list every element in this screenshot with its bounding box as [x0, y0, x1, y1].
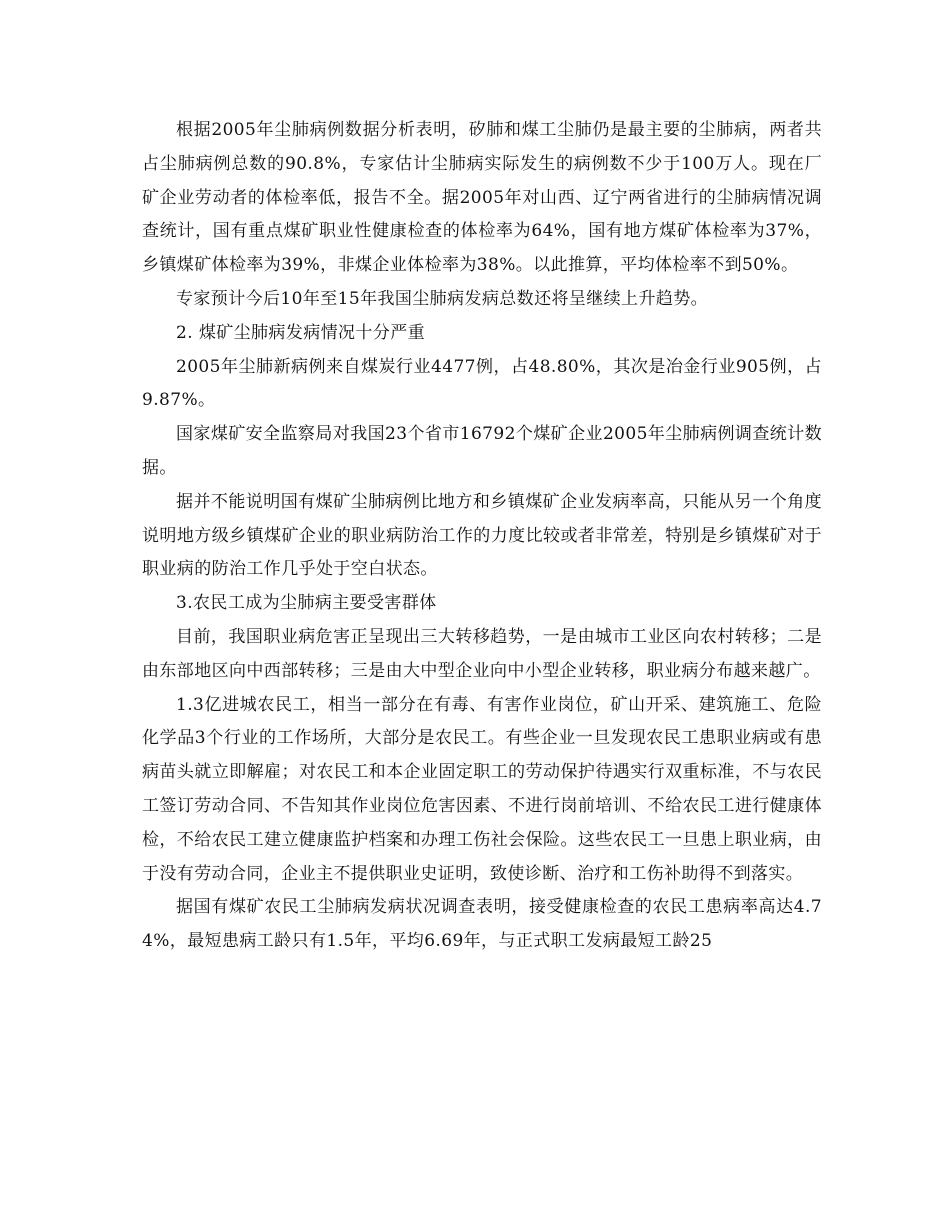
paragraph: 据并不能说明国有煤矿尘肺病例比地方和乡镇煤矿企业发病率高，只能从另一个角度说明地方级乡镇煤矿企业的职业病防治工作的力度比较或者非常差，特别是乡镇煤矿对于职业病的防治工作几乎处于空白状态。	[142, 491, 822, 580]
paragraph: 国家煤矿安全监察局对我国23个省市16792个煤矿企业2005年尘肺病例调查统计数据。	[142, 424, 822, 478]
paragraph: 根据2005年尘肺病例数据分析表明，矽肺和煤工尘肺仍是最主要的尘肺病，两者共占尘肺病例总数的90.8%，专家估计尘肺病实际发生的病例数不少于100万人。现在厂矿企业劳动者的体检率低，报告不全。据2005年对山西、辽宁两省进行的尘肺病情况调查统计，国有重点煤矿职业性健康检查的体检率为64%，国有地方煤矿体检率为37%，乡镇煤矿体检率为39%，非煤企业体检率为38%。以此推算，平均体检率不到50%。	[142, 120, 822, 276]
section-heading: 3.农民工成为尘肺病主要受害群体	[176, 593, 437, 614]
paragraph: 目前，我国职业病危害正呈现出三大转移趋势，一是由城市工业区向农村转移；二是由东部地区向中西部转移；三是由大中型企业向中小型企业转移，职业病分布越来越广。	[142, 626, 822, 681]
paragraph: 专家预计今后10年至15年我国尘肺病发病总数还将呈继续上升趋势。	[176, 288, 709, 309]
paragraph: 2005年尘肺新病例来自煤炭行业4477例，占48.80%，其次是冶金行业905例，占9.87%。	[142, 356, 822, 411]
paragraph: 据国有煤矿农民工尘肺病发病状况调查表明，接受健康检查的农民工患病率高达4.74%，最短患病工龄只有1.5年，平均6.69年，与正式职工发病最短工龄25	[142, 897, 822, 952]
document-page	[142, 114, 822, 959]
paragraph: 1.3亿进城农民工，相当一部分在有毒、有害作业岗位，矿山开采、建筑施工、危险化学品3个行业的工作场所，大部分是农民工。有些企业一旦发现农民工患职业病或有患病苗头就立即解雇；对农民工和本企业固定职工的劳动保护待遇实行双重标准，不与农民工签订劳动合同、不告知其作业岗位危害因素、不进行岗前培训、不给农民工进行健康体检，不给农民工建立健康监护档案和办理工伤社会保险。这些农民工一旦患上职业病，由于没有劳动合同，企业主不提供职业史证明，致使诊断、治疗和工伤补助得不到落实。	[142, 694, 822, 884]
section-heading: 2. 煤矿尘肺病发病情况十分严重	[176, 322, 426, 343]
